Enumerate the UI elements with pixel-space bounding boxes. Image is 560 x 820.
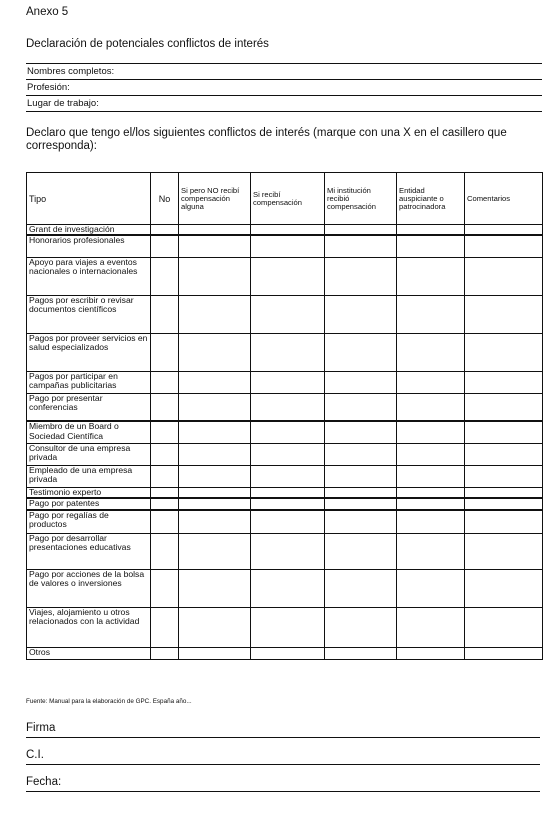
row-type-label: Pagos por participar en campañas publicitarias: [27, 371, 151, 393]
checkbox-cell-si-compensacion[interactable]: [251, 570, 325, 608]
checkbox-cell-no[interactable]: [151, 487, 179, 498]
checkbox-cell-institucion-compensacion[interactable]: [325, 608, 397, 648]
table-row: [27, 235, 543, 257]
checkbox-cell-si-compensacion[interactable]: [251, 371, 325, 393]
table-body: [27, 225, 543, 660]
checkbox-cell-entidad-auspiciante[interactable]: [397, 393, 465, 421]
checkbox-cell-no[interactable]: [151, 465, 179, 487]
checkbox-cell-si-sin-compensacion[interactable]: [179, 257, 251, 295]
checkbox-cell-institucion-compensacion[interactable]: [325, 295, 397, 333]
checkbox-cell-si-compensacion[interactable]: [251, 393, 325, 421]
row-type-label: Testimonio experto: [27, 487, 151, 498]
conflicts-table: [26, 172, 543, 660]
checkbox-cell-institucion-compensacion[interactable]: [325, 487, 397, 498]
checkbox-cell-si-compensacion[interactable]: [251, 487, 325, 498]
table-row: [27, 465, 543, 487]
checkbox-cell-no[interactable]: [151, 510, 179, 534]
checkbox-cell-institucion-compensacion[interactable]: [325, 333, 397, 371]
checkbox-cell-no[interactable]: [151, 608, 179, 648]
row-type-label: Otros: [27, 648, 151, 660]
row-type-label: Pago por patentes: [27, 498, 151, 509]
checkbox-cell-no[interactable]: [151, 570, 179, 608]
checkbox-cell-comentarios[interactable]: [465, 257, 543, 295]
checkbox-cell-si-sin-compensacion[interactable]: [179, 465, 251, 487]
checkbox-cell-comentarios[interactable]: [465, 465, 543, 487]
checkbox-cell-comentarios[interactable]: [465, 534, 543, 570]
row-type-label: Pago por presentar conferencias: [27, 393, 151, 421]
personal-info-fields: [26, 63, 542, 112]
checkbox-cell-entidad-auspiciante[interactable]: [397, 570, 465, 608]
checkbox-cell-institucion-compensacion[interactable]: [325, 421, 397, 443]
checkbox-cell-comentarios[interactable]: [465, 371, 543, 393]
checkbox-cell-comentarios[interactable]: [465, 225, 543, 236]
table-row: [27, 498, 543, 509]
signature-field[interactable]: Firma: [26, 720, 540, 738]
checkbox-cell-si-compensacion[interactable]: [251, 225, 325, 236]
checkbox-cell-si-compensacion[interactable]: [251, 608, 325, 648]
checkbox-cell-si-sin-compensacion[interactable]: [179, 498, 251, 509]
row-type-label: Pago por desarrollar presentaciones educativas: [27, 534, 151, 570]
checkbox-cell-no[interactable]: [151, 225, 179, 236]
checkbox-cell-no[interactable]: [151, 443, 179, 465]
checkbox-cell-comentarios[interactable]: [465, 570, 543, 608]
checkbox-cell-no[interactable]: [151, 648, 179, 660]
checkbox-cell-comentarios[interactable]: [465, 235, 543, 257]
checkbox-cell-si-sin-compensacion[interactable]: [179, 393, 251, 421]
checkbox-cell-comentarios[interactable]: [465, 510, 543, 534]
header-entidad-auspiciante: Entidad auspiciante o patrocinadora: [397, 173, 465, 225]
checkbox-cell-si-sin-compensacion[interactable]: [179, 421, 251, 443]
table-row: [27, 333, 543, 371]
checkbox-cell-no[interactable]: [151, 333, 179, 371]
checkbox-cell-no[interactable]: [151, 534, 179, 570]
checkbox-cell-si-compensacion[interactable]: [251, 235, 325, 257]
checkbox-cell-si-sin-compensacion[interactable]: [179, 608, 251, 648]
checkbox-cell-institucion-compensacion[interactable]: [325, 465, 397, 487]
full-name-field[interactable]: Nombres completos:: [26, 64, 542, 80]
checkbox-cell-si-sin-compensacion[interactable]: [179, 534, 251, 570]
checkbox-cell-si-compensacion[interactable]: [251, 333, 325, 371]
header-si-sin-compensacion: Si pero NO recibí compensación alguna: [179, 173, 251, 225]
table-row: [27, 608, 543, 648]
checkbox-cell-entidad-auspiciante[interactable]: [397, 443, 465, 465]
row-type-label: Apoyo para viajes a eventos nacionales o internacionales: [27, 257, 151, 295]
checkbox-cell-no[interactable]: [151, 393, 179, 421]
row-type-label: Honorarios profesionales: [27, 235, 151, 257]
checkbox-cell-entidad-auspiciante[interactable]: [397, 333, 465, 371]
table-row: [27, 393, 543, 421]
checkbox-cell-institucion-compensacion[interactable]: [325, 534, 397, 570]
checkbox-cell-si-sin-compensacion[interactable]: [179, 443, 251, 465]
checkbox-cell-si-sin-compensacion[interactable]: [179, 371, 251, 393]
declaration-text: Declaro que tengo el/los siguientes conflictos de interés (marque con una X en el casillero que corresponda):: [26, 127, 507, 152]
checkbox-cell-si-compensacion[interactable]: [251, 443, 325, 465]
checkbox-cell-no[interactable]: [151, 498, 179, 509]
checkbox-cell-si-compensacion[interactable]: [251, 257, 325, 295]
checkbox-cell-si-sin-compensacion[interactable]: [179, 295, 251, 333]
checkbox-cell-institucion-compensacion[interactable]: [325, 498, 397, 509]
header-tipo: Tipo: [27, 173, 151, 225]
row-type-label: Pagos por escribir o revisar documentos científicos: [27, 295, 151, 333]
document-title: Declaración de potenciales conflictos de interés: [26, 38, 269, 50]
profession-field[interactable]: Profesión:: [26, 80, 542, 96]
checkbox-cell-entidad-auspiciante[interactable]: [397, 498, 465, 509]
checkbox-cell-si-compensacion[interactable]: [251, 295, 325, 333]
row-type-label: Consultor de una empresa privada: [27, 443, 151, 465]
checkbox-cell-entidad-auspiciante[interactable]: [397, 421, 465, 443]
checkbox-cell-si-compensacion[interactable]: [251, 421, 325, 443]
table-row: [27, 443, 543, 465]
row-type-label: Miembro de un Board o Sociedad Científica: [27, 421, 151, 443]
row-type-label: Grant de investigación: [27, 225, 151, 236]
header-institucion-compensacion: Mi institución recibió compensación: [325, 173, 397, 225]
checkbox-cell-no[interactable]: [151, 235, 179, 257]
header-no: No: [151, 173, 179, 225]
checkbox-cell-comentarios[interactable]: [465, 498, 543, 509]
checkbox-cell-entidad-auspiciante[interactable]: [397, 225, 465, 236]
row-type-label: Empleado de una empresa privada: [27, 465, 151, 487]
checkbox-cell-entidad-auspiciante[interactable]: [397, 648, 465, 660]
checkbox-cell-no[interactable]: [151, 421, 179, 443]
row-type-label: Pago por regalías de productos: [27, 510, 151, 534]
checkbox-cell-si-compensacion[interactable]: [251, 498, 325, 509]
checkbox-cell-institucion-compensacion[interactable]: [325, 393, 397, 421]
table-row: [27, 257, 543, 295]
checkbox-cell-entidad-auspiciante[interactable]: [397, 465, 465, 487]
checkbox-cell-comentarios[interactable]: [465, 648, 543, 660]
checkbox-cell-entidad-auspiciante[interactable]: [397, 534, 465, 570]
checkbox-cell-no[interactable]: [151, 371, 179, 393]
table-row: [27, 421, 543, 443]
checkbox-cell-si-compensacion[interactable]: [251, 648, 325, 660]
checkbox-cell-comentarios[interactable]: [465, 443, 543, 465]
table-row: [27, 225, 543, 236]
annex-label: Anexo 5: [26, 6, 69, 18]
checkbox-cell-comentarios[interactable]: [465, 608, 543, 648]
header-si-compensacion: Si recibí compensación: [251, 173, 325, 225]
row-type-label: Pagos por proveer servicios en salud especializados: [27, 333, 151, 371]
row-type-label: Pago por acciones de la bolsa de valores o inversiones: [27, 570, 151, 608]
checkbox-cell-institucion-compensacion[interactable]: [325, 225, 397, 236]
checkbox-cell-si-compensacion[interactable]: [251, 510, 325, 534]
table-row: [27, 487, 543, 498]
table-header-row: [27, 173, 543, 225]
row-type-label: Viajes, alojamiento u otros relacionados con la actividad: [27, 608, 151, 648]
checkbox-cell-comentarios[interactable]: [465, 295, 543, 333]
id-number-field[interactable]: C.I.: [26, 747, 540, 765]
table-row: [27, 648, 543, 660]
checkbox-cell-si-sin-compensacion[interactable]: [179, 510, 251, 534]
checkbox-cell-comentarios[interactable]: [465, 487, 543, 498]
checkbox-cell-comentarios[interactable]: [465, 393, 543, 421]
checkbox-cell-si-sin-compensacion[interactable]: [179, 235, 251, 257]
checkbox-cell-no[interactable]: [151, 295, 179, 333]
table-row: [27, 570, 543, 608]
checkbox-cell-institucion-compensacion[interactable]: [325, 257, 397, 295]
checkbox-cell-entidad-auspiciante[interactable]: [397, 235, 465, 257]
checkbox-cell-entidad-auspiciante[interactable]: [397, 487, 465, 498]
source-note: Fuente: Manual para la elaboración de GPC. España año...: [26, 698, 192, 705]
checkbox-cell-si-sin-compensacion[interactable]: [179, 648, 251, 660]
checkbox-cell-no[interactable]: [151, 257, 179, 295]
workplace-field[interactable]: Lugar de trabajo:: [26, 96, 542, 112]
checkbox-cell-institucion-compensacion[interactable]: [325, 235, 397, 257]
checkbox-cell-si-sin-compensacion[interactable]: [179, 333, 251, 371]
checkbox-cell-institucion-compensacion[interactable]: [325, 510, 397, 534]
checkbox-cell-institucion-compensacion[interactable]: [325, 443, 397, 465]
table-row: [27, 534, 543, 570]
checkbox-cell-institucion-compensacion[interactable]: [325, 648, 397, 660]
checkbox-cell-entidad-auspiciante[interactable]: [397, 257, 465, 295]
checkbox-cell-entidad-auspiciante[interactable]: [397, 295, 465, 333]
checkbox-cell-si-sin-compensacion[interactable]: [179, 225, 251, 236]
table-row: [27, 295, 543, 333]
checkbox-cell-si-sin-compensacion[interactable]: [179, 487, 251, 498]
checkbox-cell-comentarios[interactable]: [465, 421, 543, 443]
checkbox-cell-entidad-auspiciante[interactable]: [397, 371, 465, 393]
date-field[interactable]: Fecha:: [26, 774, 540, 792]
table-row: [27, 510, 543, 534]
header-comentarios: Comentarios: [465, 173, 543, 225]
checkbox-cell-institucion-compensacion[interactable]: [325, 570, 397, 608]
checkbox-cell-si-sin-compensacion[interactable]: [179, 570, 251, 608]
checkbox-cell-si-compensacion[interactable]: [251, 534, 325, 570]
table-row: [27, 371, 543, 393]
checkbox-cell-si-compensacion[interactable]: [251, 465, 325, 487]
checkbox-cell-entidad-auspiciante[interactable]: [397, 608, 465, 648]
checkbox-cell-entidad-auspiciante[interactable]: [397, 510, 465, 534]
checkbox-cell-institucion-compensacion[interactable]: [325, 371, 397, 393]
checkbox-cell-comentarios[interactable]: [465, 333, 543, 371]
